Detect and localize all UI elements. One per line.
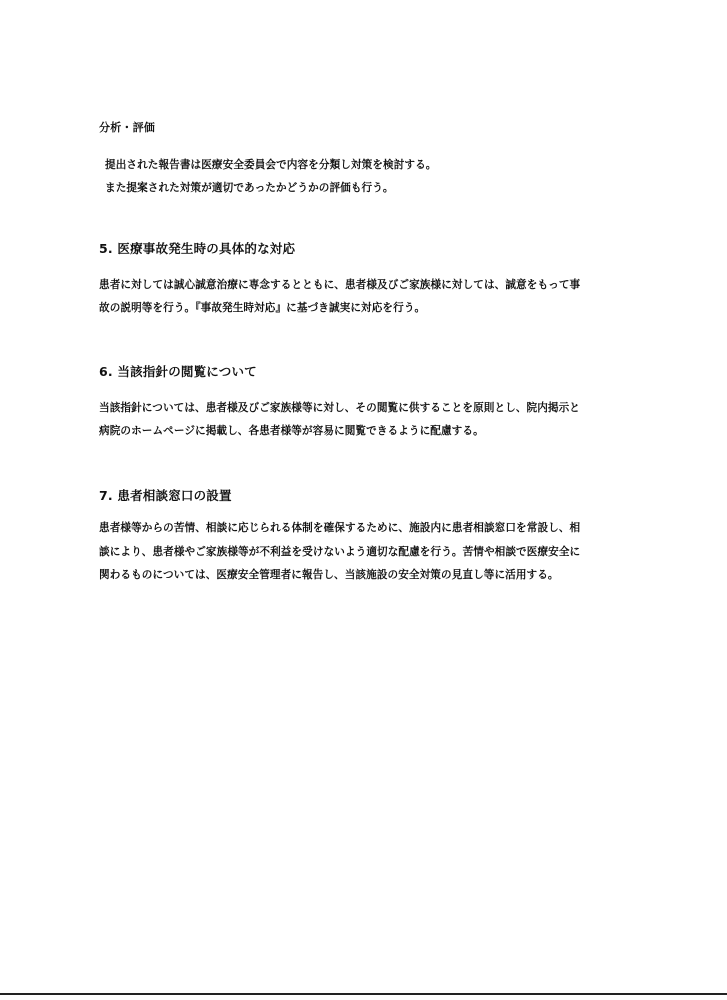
analysis-text-line-2: また提案された対策が適切であったかどうかの評価も行う。 (105, 182, 394, 194)
section-7-heading: 7. 患者相談窓口の設置 (99, 488, 232, 503)
section-5-text-line-2: 故の説明等を行う。『事故発生時対応』に基づき誠実に対応を行う。 (99, 302, 426, 314)
analysis-heading: 分析・評価 (99, 121, 155, 134)
analysis-text-line-1: 提出された報告書は医療安全委員会で内容を分類し対策を検討する。 (105, 159, 437, 171)
section-7-text-line-3: 関わるものについては、医療安全管理者に報告し、当該施設の安全対策の見直し等に活用する。 (99, 569, 559, 581)
section-5-heading: 5. 医療事故発生時の具体的な対応 (99, 241, 296, 256)
section-5-text-line-1: 患者に対しては誠心誠意治療に専念するとともに、患者様及びご家族様に対しては、誠意をもって事 (99, 279, 581, 291)
section-6-text-line-1: 当該指針については、患者様及びご家族様等に対し、その閲覧に供することを原則とし、院内掲示と (99, 402, 581, 414)
section-6-text-line-2: 病院のホームページに掲載し、各患者様等が容易に閲覧できるように配慮する。 (99, 425, 484, 437)
section-7-text-line-2: 談により、患者様やご家族様等が不利益を受けないよう適切な配慮を行う。苦情や相談で医療安全に (99, 546, 581, 558)
section-7-text-line-1: 患者様等からの苦情、相談に応じられる体制を確保するために、施設内に患者相談窓口を常設し、相 (99, 522, 581, 534)
section-6-heading: 6. 当該指針の閲覧について (99, 364, 257, 379)
bottom-rule (0, 993, 727, 995)
